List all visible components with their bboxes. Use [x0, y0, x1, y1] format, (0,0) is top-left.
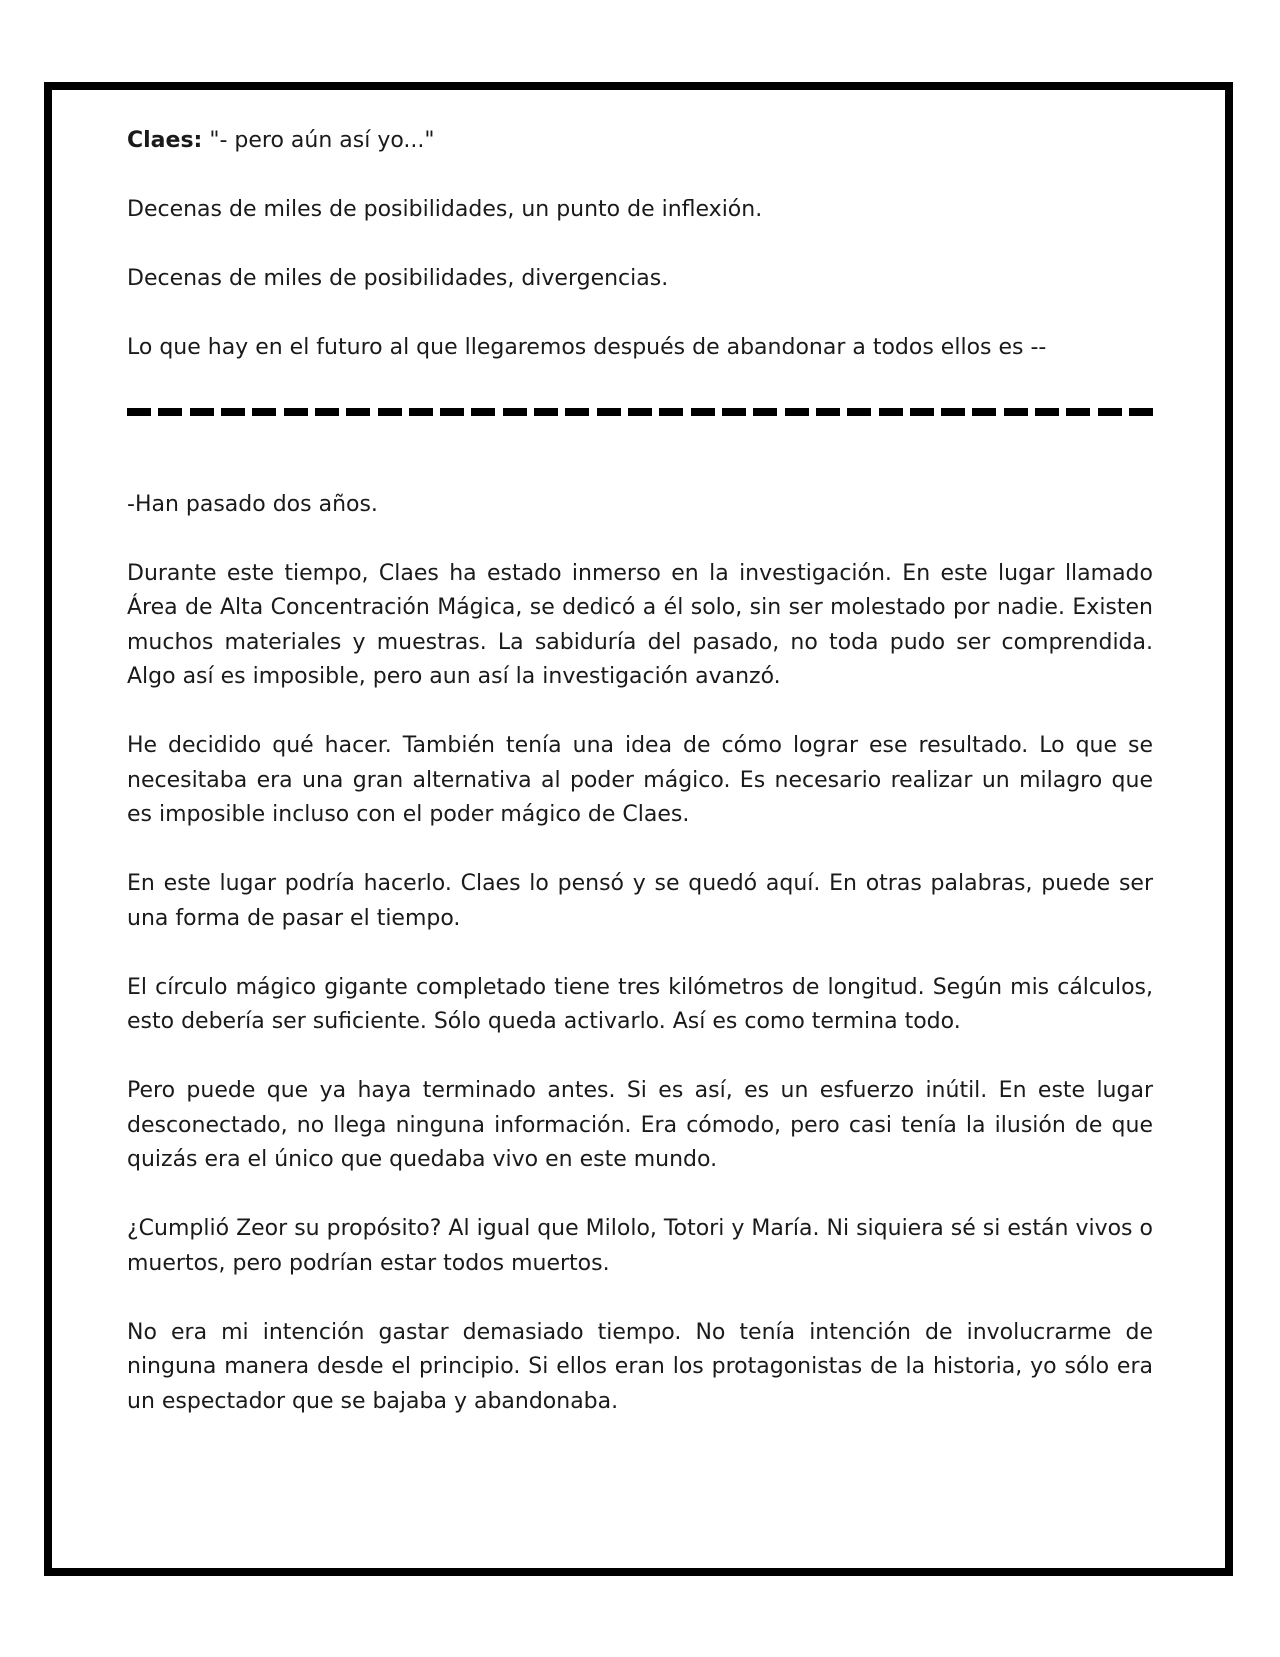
intro-line-1: Decenas de miles de posibilidades, un punto de inflexión.: [127, 197, 763, 222]
body-paragraph-7: ¿Cumplió Zeor su propósito? Al igual que Milolo, Totori y María. Ni siquiera sé si están vivos o muertos, pero podrían estar todos muertos.: [127, 1216, 1153, 1276]
divider-dash: [659, 408, 683, 416]
intro-line-2: Decenas de miles de posibilidades, divergencias.: [127, 266, 669, 291]
divider-dash: [1098, 408, 1122, 416]
dialogue-line: [127, 124, 1153, 159]
intro-line-3: Lo que hay en el futuro al que llegaremos después de abandonar a todos ellos es --: [127, 335, 1047, 360]
divider-dash: [315, 408, 339, 416]
body-paragraph-5: El círculo mágico gigante completado tiene tres kilómetros de longitud. Según mis cálculos, esto debería ser suficiente. Sólo queda activarlo. Así es como termina todo.: [127, 974, 1153, 1034]
divider-dash: [1129, 408, 1153, 416]
divider-dash: [910, 408, 934, 416]
divider-dash: [534, 408, 558, 416]
body-paragraph-2: Durante este tiempo, Claes ha estado inmerso en la investigación. En este lugar llamado Área de Alta Concentración Mágica, se dedicó a él solo, sin ser molestado por nadie. Existen muchos materiales y muestras. La sabiduría del pasado, no toda pudo ser comprendida. Algo así es imposible, pero aun así la investigación avanzó.: [127, 560, 1153, 689]
body-paragraph-1: -Han pasado dos años.: [127, 491, 378, 517]
speech-text: "- pero aún así yo...": [202, 128, 435, 153]
divider-dash: [1066, 408, 1090, 416]
divider-dash: [972, 408, 996, 416]
speaker-name: Claes:: [127, 128, 203, 153]
scene-break-divider: [127, 408, 1153, 416]
divider-dash: [1035, 408, 1059, 416]
divider-dash: [346, 408, 370, 416]
body-paragraph-6: Pero puede que ya haya terminado antes. Si es así, es un esfuerzo inútil. En este lugar desconectado, no llega ninguna información. Era cómodo, pero casi tenía la ilusión de que quizás era el único que quedaba vivo en este mundo.: [127, 1078, 1153, 1172]
divider-dash: [879, 408, 903, 416]
divider-dash: [127, 408, 151, 416]
document-content: [127, 124, 1153, 1454]
body-paragraph-8: No era mi intención gastar demasiado tiempo. No tenía intención de involucrarme de ninguna manera desde el principio. Si ellos eran los protagonistas de la historia, yo sólo era un espectador que se bajaba y abandonaba.: [127, 1319, 1153, 1414]
divider-dash: [816, 408, 840, 416]
body-paragraph-4: En este lugar podría hacerlo. Claes lo pensó y se quedó aquí. En otras palabras, puede ser una forma de pasar el tiempo.: [127, 871, 1153, 931]
divider-dash: [722, 408, 746, 416]
divider-dash: [471, 408, 495, 416]
divider-dash: [190, 408, 214, 416]
divider-dash: [628, 408, 652, 416]
divider-dash: [597, 408, 621, 416]
divider-dash: [440, 408, 464, 416]
divider-dash: [503, 408, 527, 416]
divider-dash: [252, 408, 276, 416]
divider-dash: [847, 408, 871, 416]
divider-dash: [378, 408, 402, 416]
divider-dash: [284, 408, 308, 416]
divider-dash: [158, 408, 182, 416]
body-paragraph-3: He decidido qué hacer. También tenía una idea de cómo lograr ese resultado. Lo que se necesitaba era una gran alternativa al poder mágico. Es necesario realizar un milagro que es imposible incluso con el poder mágico de Claes.: [127, 733, 1153, 827]
divider-dash: [753, 408, 777, 416]
divider-dash: [691, 408, 715, 416]
divider-dash: [941, 408, 965, 416]
divider-dash: [1004, 408, 1028, 416]
divider-dash: [785, 408, 809, 416]
divider-dash: [221, 408, 245, 416]
divider-dash: [409, 408, 433, 416]
divider-dash: [565, 408, 589, 416]
